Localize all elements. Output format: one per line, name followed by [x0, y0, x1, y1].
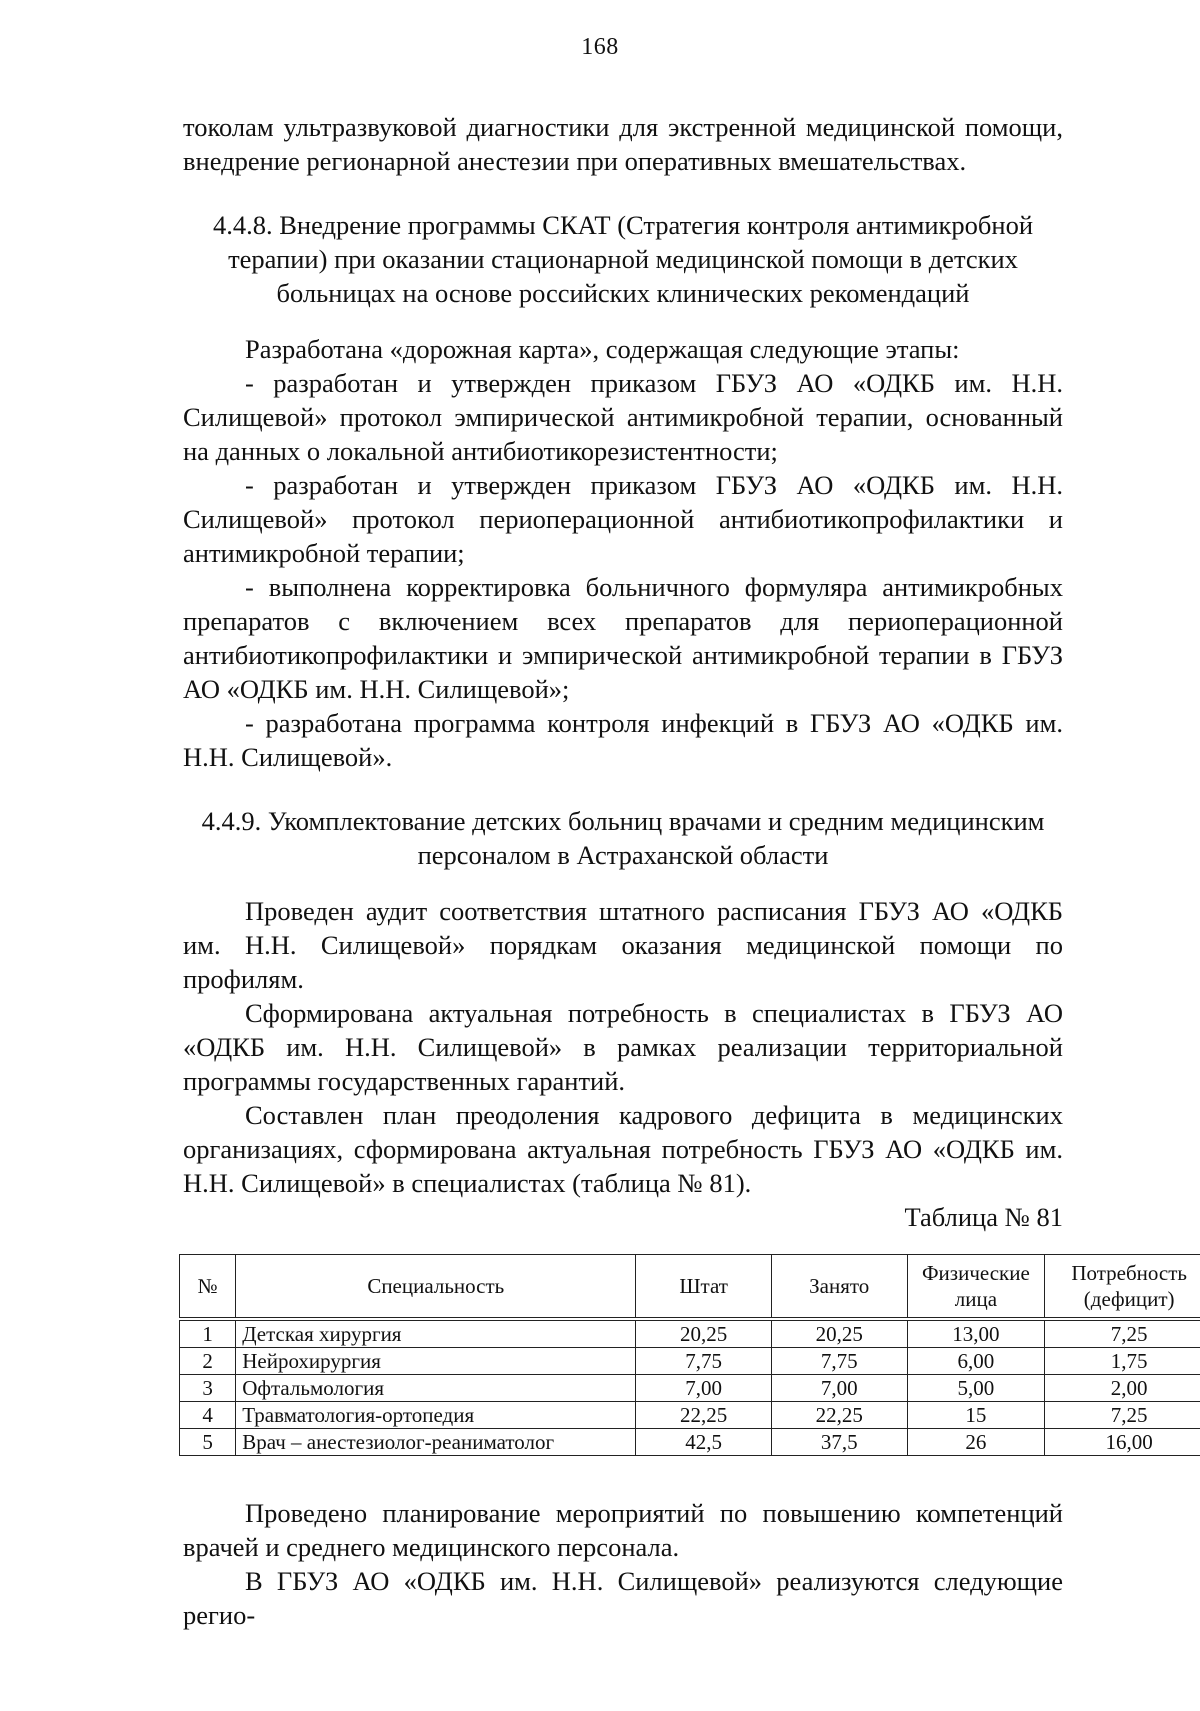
cell-number: 3 [180, 1375, 236, 1402]
list-item: - разработана программа контроля инфекций в ГБУЗ АО «ОДКБ им. Н.Н. Силищевой». [183, 708, 1063, 772]
cell-staff: 7,75 [636, 1348, 772, 1375]
cell-deficit: 7,25 [1045, 1319, 1200, 1348]
cell-deficit: 1,75 [1045, 1348, 1200, 1375]
table-row [180, 1402, 1200, 1429]
cell-occupied: 7,00 [771, 1375, 907, 1402]
cell-specialty: Детская хирургия [236, 1319, 636, 1348]
section-heading-4-4-9: 4.4.9. Укомплектование детских больниц врачами и средним медицинским персоналом в Астраханской области [201, 806, 1045, 870]
cell-individuals: 6,00 [907, 1348, 1045, 1375]
cell-specialty: Врач – анестезиолог-реаниматолог [236, 1429, 636, 1456]
table-row [180, 1375, 1200, 1402]
list-item: - разработан и утвержден приказом ГБУЗ АО «ОДКБ им. Н.Н. Силищевой» протокол периоперационной антибиотикопрофилактики и антимикробной терапии; [183, 470, 1063, 568]
cell-specialty: Нейрохирургия [236, 1348, 636, 1375]
intro-paragraph: токолам ультразвуковой диагностики для экстренной медицинской помощи, внедрение регионарной анестезии при оперативных вмешательствах. [183, 112, 1063, 176]
section-heading-4-4-8: 4.4.8. Внедрение программы СКАТ (Стратегия контроля антимикробной терапии) при оказании стационарной медицинской помощи в детских больницах на основе российских клинических рекомендаций [212, 210, 1034, 308]
cell-deficit: 16,00 [1045, 1429, 1200, 1456]
cell-number: 2 [180, 1348, 236, 1375]
cell-number: 5 [180, 1429, 236, 1456]
table-row [180, 1319, 1200, 1348]
table-row [180, 1348, 1200, 1375]
paragraph: В ГБУЗ АО «ОДКБ им. Н.Н. Силищевой» реализуются следующие регио- [183, 1566, 1063, 1630]
paragraph: Разработана «дорожная карта», содержащая следующие этапы: [245, 334, 960, 364]
table-row [180, 1429, 1200, 1456]
cell-deficit: 2,00 [1045, 1375, 1200, 1402]
column-header-staff: Штат [636, 1255, 772, 1320]
staffing-table [179, 1254, 1200, 1456]
column-header-occupied: Занято [771, 1255, 907, 1320]
cell-individuals: 26 [907, 1429, 1045, 1456]
paragraph: Составлен план преодоления кадрового дефицита в медицинских организациях, сформирована актуальная потребность ГБУЗ АО «ОДКБ им. Н.Н. Силищевой» в специалистах (таблица № 81). [183, 1100, 1063, 1198]
paragraph: Проведено планирование мероприятий по повышению компетенций врачей и среднего медицинского персонала. [183, 1498, 1063, 1562]
cell-deficit: 7,25 [1045, 1402, 1200, 1429]
cell-staff: 42,5 [636, 1429, 772, 1456]
cell-individuals: 15 [907, 1402, 1045, 1429]
page-number: 168 [581, 34, 619, 60]
column-header-individuals: Физические лица [907, 1255, 1045, 1320]
paragraph: Проведен аудит соответствия штатного расписания ГБУЗ АО «ОДКБ им. Н.Н. Силищевой» порядкам оказания медицинской помощи по профилям. [183, 896, 1063, 994]
cell-specialty: Травматология-ортопедия [236, 1402, 636, 1429]
list-item: - выполнена корректировка больничного формуляра антимикробных препаратов с включением всех препаратов для периоперационной антибиотикопрофилактики и эмпирической антимикробной терапии в ГБУЗ АО «ОДКБ им. Н.Н. Силищевой»; [183, 572, 1063, 704]
document-body [183, 110, 1187, 1632]
cell-number: 4 [180, 1402, 236, 1429]
cell-occupied: 37,5 [771, 1429, 907, 1456]
table-header-row [180, 1255, 1200, 1320]
cell-staff: 22,25 [636, 1402, 772, 1429]
paragraph: Сформирована актуальная потребность в специалистах в ГБУЗ АО «ОДКБ им. Н.Н. Силищевой» в рамках реализации территориальной программы государственных гарантий. [183, 998, 1063, 1096]
list-item: - разработан и утвержден приказом ГБУЗ АО «ОДКБ им. Н.Н. Силищевой» протокол эмпирической антимикробной терапии, основанный на данных о локальной антибиотикорезистентности; [183, 368, 1063, 466]
column-header-number: № [180, 1255, 236, 1320]
cell-individuals: 5,00 [907, 1375, 1045, 1402]
cell-staff: 7,00 [636, 1375, 772, 1402]
column-header-deficit: Потребность (дефицит) [1045, 1255, 1200, 1320]
cell-number: 1 [180, 1319, 236, 1348]
cell-occupied: 20,25 [771, 1319, 907, 1348]
table-caption: Таблица № 81 [904, 1202, 1063, 1232]
cell-specialty: Офтальмология [236, 1375, 636, 1402]
cell-individuals: 13,00 [907, 1319, 1045, 1348]
cell-staff: 20,25 [636, 1319, 772, 1348]
column-header-specialty: Специальность [236, 1255, 636, 1320]
cell-occupied: 7,75 [771, 1348, 907, 1375]
cell-occupied: 22,25 [771, 1402, 907, 1429]
